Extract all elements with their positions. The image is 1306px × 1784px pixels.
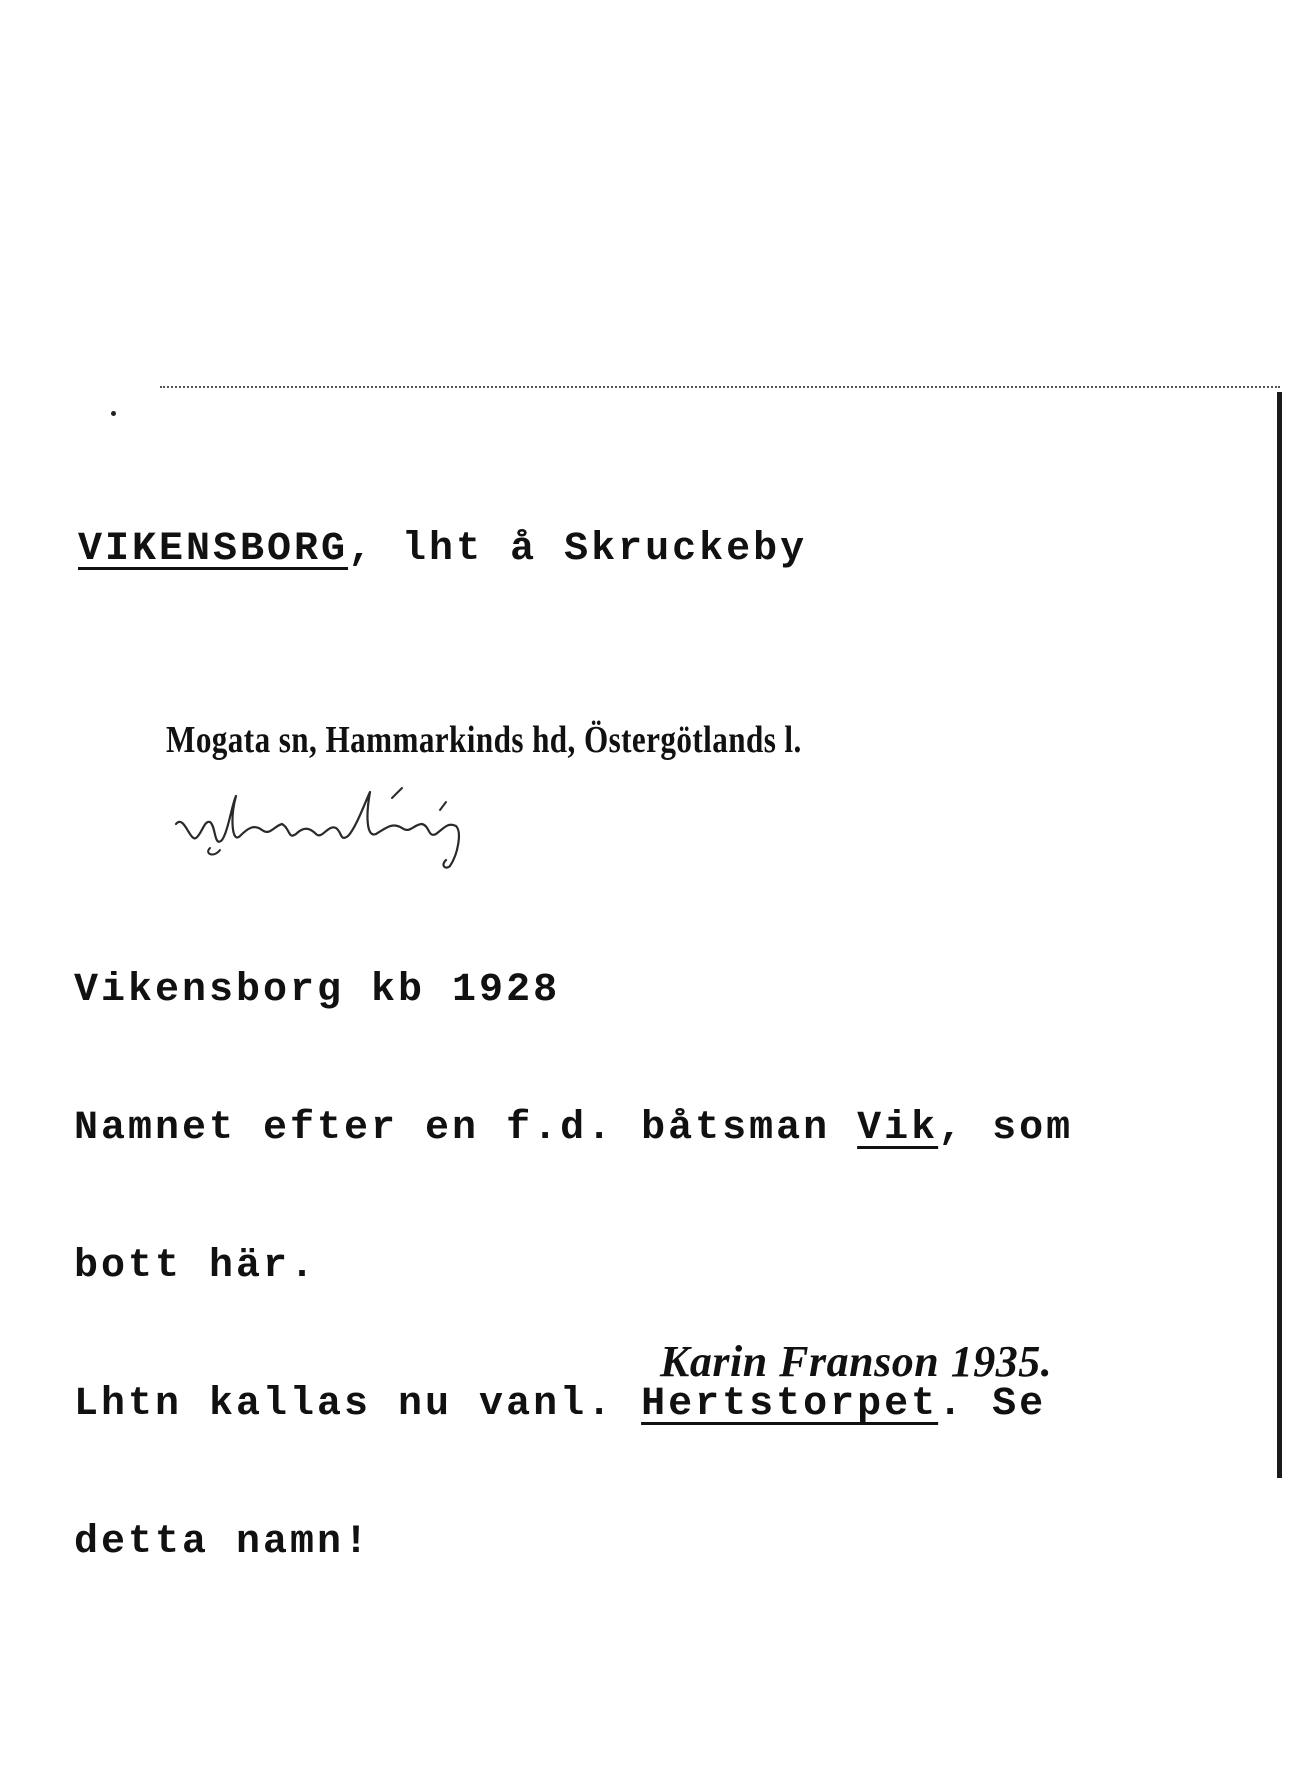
body-line-1: Vikensborg kb 1928 xyxy=(74,968,561,1013)
body-line-4 xyxy=(74,1382,1073,1428)
person-name-vik: Vik xyxy=(857,1106,939,1151)
body-line-4-end: . Se xyxy=(938,1382,1047,1427)
card-body xyxy=(74,876,1073,1612)
heading-place-name: VIKENSBORG xyxy=(78,527,349,572)
card-top-rule xyxy=(160,386,1280,388)
parish-line: Mogata sn, Hammarkinds hd, Östergötlands l. xyxy=(166,719,802,761)
heading-location: , lht å Skruckeby xyxy=(348,527,808,572)
card-heading xyxy=(78,527,807,573)
body-line-2-end: , som xyxy=(938,1106,1074,1151)
ink-speck xyxy=(111,411,116,416)
body-line-5: detta namn! xyxy=(74,1520,372,1565)
author-credit: Karin Franson 1935. xyxy=(660,1337,1053,1386)
body-line-4-start: Lhtn kallas nu vanl. xyxy=(74,1382,642,1427)
body-line-3: bott här. xyxy=(74,1244,318,1289)
card-right-edge xyxy=(1277,392,1282,1478)
place-name-hertstorpet: Hertstorpet xyxy=(641,1382,939,1427)
handwritten-pronunciation xyxy=(170,784,480,872)
body-line-2-start: Namnet efter en f.d. båtsman xyxy=(74,1106,858,1151)
body-line-2 xyxy=(74,1106,1073,1152)
